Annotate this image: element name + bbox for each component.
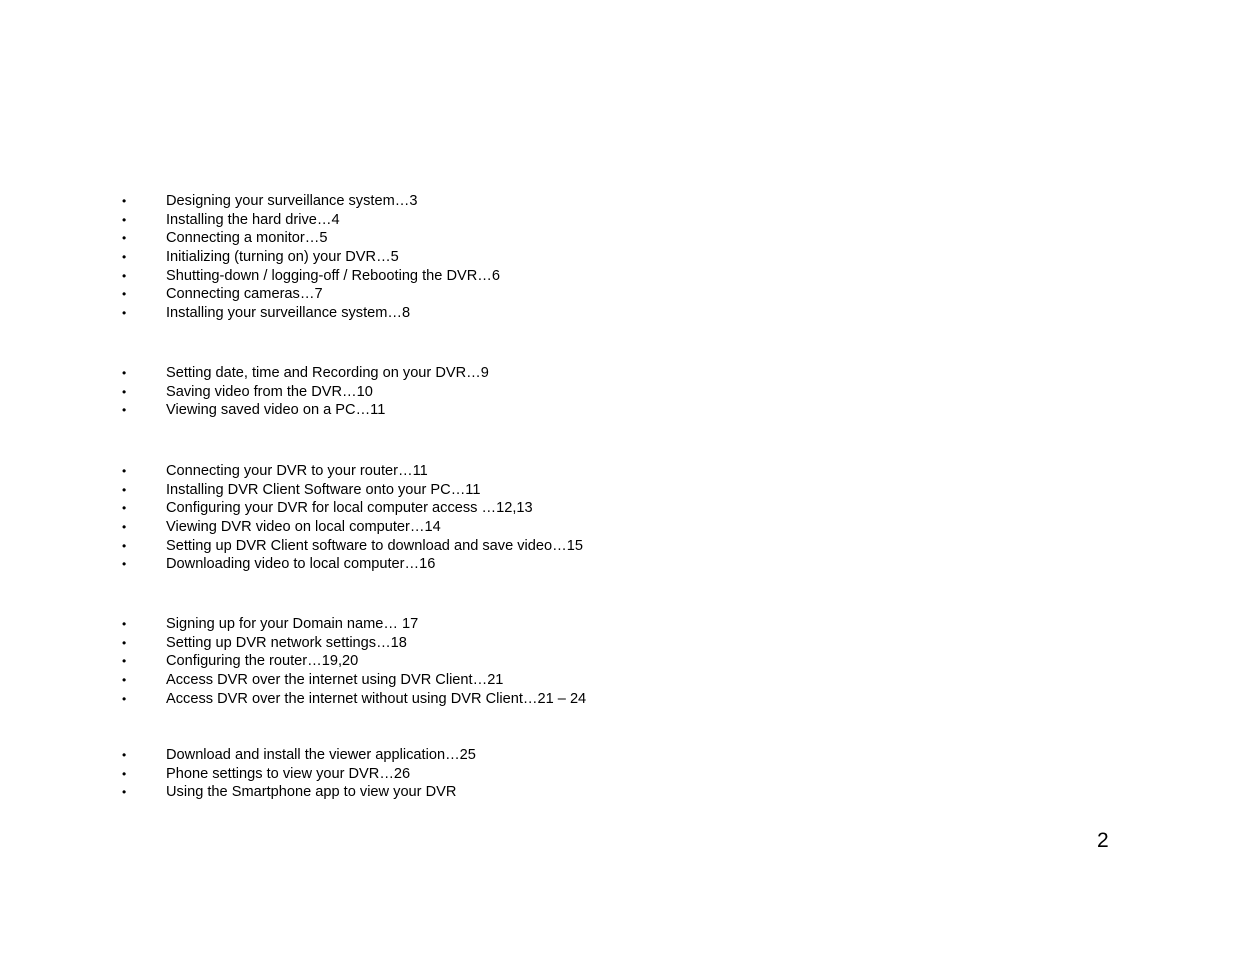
bullet-icon: • bbox=[122, 766, 127, 781]
bullet-icon: • bbox=[122, 464, 127, 478]
toc-entry: Signing up for your Domain name… 17 bbox=[166, 616, 419, 632]
bullet-icon: • bbox=[122, 384, 127, 399]
toc-entry: Saving video from the DVR…10 bbox=[166, 383, 373, 400]
bullet-icon: • bbox=[122, 268, 127, 283]
bullet-icon: • bbox=[122, 403, 127, 418]
toc-entry: Access DVR over the internet using DVR Client…21 bbox=[166, 672, 504, 689]
list-item bbox=[0, 462, 800, 481]
list-item bbox=[0, 267, 800, 286]
toc-entry: Configuring the router…19,20 bbox=[166, 653, 359, 670]
toc-entry: Configuring your DVR for local computer access …12,13 bbox=[166, 500, 533, 517]
toc-entry: Connecting your DVR to your router…11 bbox=[166, 463, 428, 479]
list-item bbox=[0, 401, 800, 420]
bullet-icon: • bbox=[122, 212, 127, 227]
toc-entry: Using the Smartphone app to view your DVR bbox=[166, 784, 457, 801]
list-item bbox=[0, 555, 800, 574]
list-item bbox=[0, 783, 800, 802]
toc-entry: Phone settings to view your DVR…26 bbox=[166, 765, 411, 782]
bullet-icon: • bbox=[122, 501, 127, 516]
toc-entry: Setting date, time and Recording on your DVR…9 bbox=[166, 365, 489, 381]
toc-entry: Connecting a monitor…5 bbox=[166, 230, 328, 247]
bullet-icon: • bbox=[122, 520, 127, 535]
list-item bbox=[0, 671, 800, 690]
list-item bbox=[0, 229, 800, 248]
bullet-icon: • bbox=[122, 748, 127, 762]
list-item bbox=[0, 537, 800, 556]
bullet-icon: • bbox=[122, 538, 127, 553]
list-item bbox=[0, 746, 800, 765]
toc-entry: Connecting cameras…7 bbox=[166, 286, 323, 303]
bullet-icon: • bbox=[122, 785, 127, 800]
bullet-icon: • bbox=[122, 194, 127, 208]
bullet-icon: • bbox=[122, 617, 127, 631]
toc-section-recording bbox=[0, 364, 800, 420]
list-item bbox=[0, 634, 800, 653]
toc-section-smartphone bbox=[0, 746, 800, 802]
list-item bbox=[0, 248, 800, 267]
toc-entry: Setting up DVR network settings…18 bbox=[166, 634, 407, 651]
bullet-icon: • bbox=[122, 231, 127, 246]
toc-entry: Download and install the viewer application…25 bbox=[166, 747, 476, 763]
toc-entry: Viewing saved video on a PC…11 bbox=[166, 402, 386, 419]
list-item bbox=[0, 652, 800, 671]
list-item bbox=[0, 364, 800, 383]
list-item bbox=[0, 765, 800, 784]
toc-entry: Installing DVR Client Software onto your PC…11 bbox=[166, 481, 481, 498]
list-item bbox=[0, 304, 800, 323]
toc-entry: Designing your surveillance system…3 bbox=[166, 193, 418, 209]
toc-section-local-network bbox=[0, 462, 800, 574]
toc-entry: Installing your surveillance system…8 bbox=[166, 305, 411, 322]
bullet-icon: • bbox=[122, 691, 127, 706]
bullet-icon: • bbox=[122, 250, 127, 265]
toc-entry: Setting up DVR Client software to download and save video…15 bbox=[166, 537, 583, 554]
page-number: 2 bbox=[1097, 829, 1109, 852]
bullet-icon: • bbox=[122, 635, 127, 650]
list-item bbox=[0, 211, 800, 230]
toc-section-remote-access bbox=[0, 615, 800, 708]
list-item bbox=[0, 481, 800, 500]
toc-entry: Downloading video to local computer…16 bbox=[166, 556, 436, 573]
list-item bbox=[0, 615, 800, 634]
list-item bbox=[0, 383, 800, 402]
bullet-icon: • bbox=[122, 366, 127, 380]
toc-entry: Shutting-down / logging-off / Rebooting the DVR…6 bbox=[166, 267, 500, 284]
toc-entry: Access DVR over the internet without using DVR Client…21 – 24 bbox=[166, 690, 587, 707]
list-item bbox=[0, 518, 800, 537]
list-item bbox=[0, 690, 800, 709]
bullet-icon: • bbox=[122, 306, 127, 321]
bullet-icon: • bbox=[122, 482, 127, 497]
list-item bbox=[0, 499, 800, 518]
bullet-icon: • bbox=[122, 654, 127, 669]
bullet-icon: • bbox=[122, 673, 127, 688]
toc-section-setup bbox=[0, 192, 800, 323]
toc-entry: Viewing DVR video on local computer…14 bbox=[166, 519, 441, 536]
toc-entry: Initializing (turning on) your DVR…5 bbox=[166, 249, 399, 266]
bullet-icon: • bbox=[122, 287, 127, 302]
list-item bbox=[0, 285, 800, 304]
list-item bbox=[0, 192, 800, 211]
bullet-icon: • bbox=[122, 557, 127, 572]
toc-entry: Installing the hard drive…4 bbox=[166, 211, 340, 228]
